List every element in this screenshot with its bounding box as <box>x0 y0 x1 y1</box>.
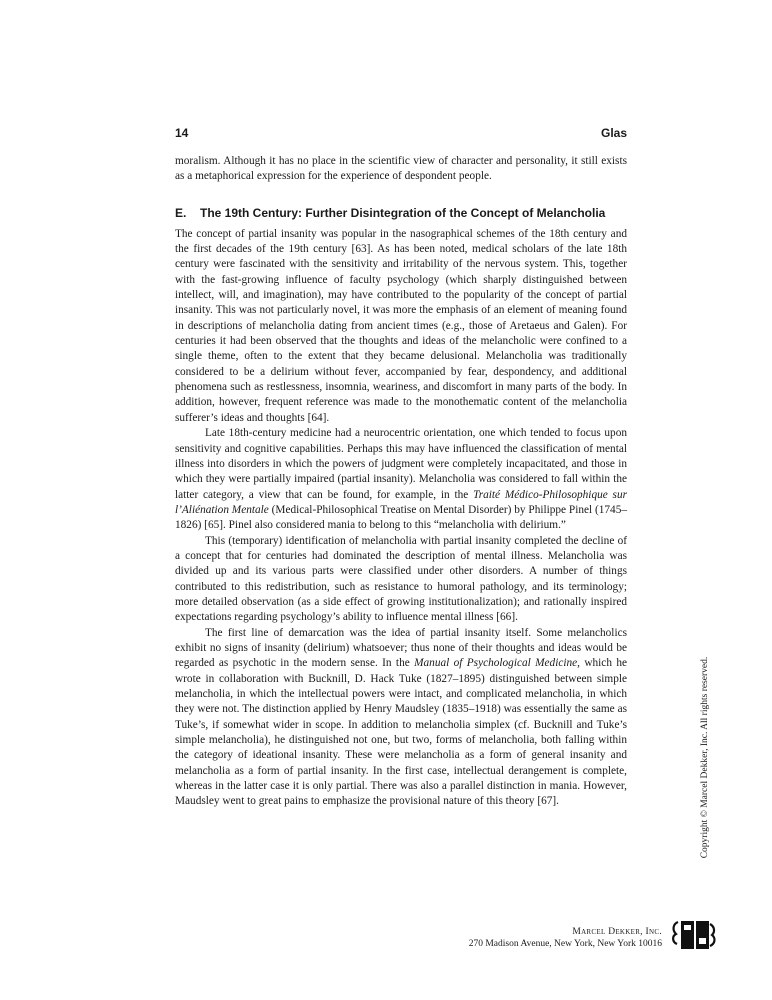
section-title: The 19th Century: Further Disintegration of the Concept of Melancholia <box>200 205 606 220</box>
copyright-notice-wrap <box>700 655 716 860</box>
paragraph-1: The concept of partial insanity was popular in the nasographical schemes of the 18th century and the first decades of the 19th century [63]. As has been noted, medical scholars of the late 18th century were fascinated with the sensitivity and irritability of the nervous system. This, together with the fast-growing influence of faculty psychology (which sharply distinguished between intellect, will, and imagination), may have contributed to the popularity of the concept of partial insanity. This was not particularly novel, it was more the emphasis of an element of meaning found in descriptions of melancholia dating from ancient times (e.g., those of Aretaeus and Galen). For centuries it had been observed that the thoughts and ideas of the melancholic were confined to a single theme, often to the extent that they became delusional. Melancholia was traditionally considered to be a delirium without fever, accompanied by fear, despondency, and additional phenomena such as restlessness, insomnia, weariness, and discomfort in many parts of the body. In addition, however, frequent reference was made to the monothematic content of the melancholia sufferer’s ideas and thoughts [64]. <box>175 227 627 424</box>
paragraph-4-text-b: , which he wrote in collaboration with Bucknill, D. Hack Tuke (1827–1895) distinguished between simple melancholia, in which the intellectual powers were intact, and complicated melancholia, in which they were not. The distinction applied by Henry Maudsley (1835–1918) was essentially the same as Tuke’s, if somewhat wider in scope. In addition to melancholia simplex (cf. Bucknill and Tuke’s simple melancholia), he distinguished not one, but two, forms of melancholia, both falling within the category of ideational insanity. These were melancholia as a form of general insanity and melancholia as a form of partial insanity. In the first case, intellectual derangement is complete, whereas in the latter case it is only partial. There was also a parallel distinction in mania. However, Maudsley went to great pains to emphasize the provisional nature of this theory [67]. <box>175 657 627 808</box>
publisher-address: 270 Madison Avenue, New York, New York 10016 <box>468 939 662 949</box>
running-head <box>175 126 627 140</box>
copyright-notice: Copyright © Marcel Dekker, Inc. All rights reserved. <box>700 656 710 859</box>
paragraph-3: This (temporary) identification of melancholia with partial insanity completed the decline of a concept that for centuries had dominated the description of mental illness. Melancholia was divided up and its various parts were classified under other disorders. A number of things contributed to this redistribution, such as resistance to humoral pathology, and its terminology; more detailed observation (as a side effect of growing institutionalization); and rationally inspired expectations regarding psychology’s ability to influence mental illness [66]. <box>175 534 627 624</box>
paragraph-2-text-b: (Medical-Philosophical Treatise on Mental Disorder) by Philippe Pinel (1745–1826) [65]. Pinel also considered mania to belong to this “melancholia with delirium.” <box>175 503 627 532</box>
running-head-author: Glas <box>600 126 627 140</box>
section-letter: E. <box>175 205 187 220</box>
paragraph-4-text-a: The first line of demarcation was the idea of partial insanity itself. Some melancholics exhibit no signs of insanity (delirium) whatsoever; thus none of their thoughts and ideas would be regarded as psychotic in the modern sense. In the <box>175 626 627 670</box>
publisher-logo-icon <box>670 918 718 952</box>
paragraph-4-title-italic: Manual of Psychological Medicine <box>414 657 578 670</box>
body-text <box>175 154 627 810</box>
paragraph-2-title-italic: Traité Médico-Philosophique sur l’Aliénation Mentale <box>175 488 627 516</box>
publisher-name: Marcel Dekker, Inc. <box>572 927 662 937</box>
section-heading <box>175 206 627 221</box>
page-number: 14 <box>175 126 189 140</box>
publisher-block <box>469 926 662 950</box>
paragraph-2 <box>175 426 627 533</box>
paragraph-2-text-a: Late 18th-century medicine had a neurocentric orientation, one which tended to focus upon sensitivity and cognitive capabilities. Perhaps this may have influenced the classification of mental illness into disorders in which the powers of judgment were completely incapacitated, and those in which they were partially impaired (partial insanity). Melancholia was considered to fall within the latter category, a view that can be found, for example, in the <box>175 427 627 501</box>
paragraph-4 <box>175 626 627 810</box>
paragraph-intro: moralism. Although it has no place in the scientific view of character and personality, it still exists as a metaphorical expression for the experience of despondent people. <box>175 155 627 183</box>
